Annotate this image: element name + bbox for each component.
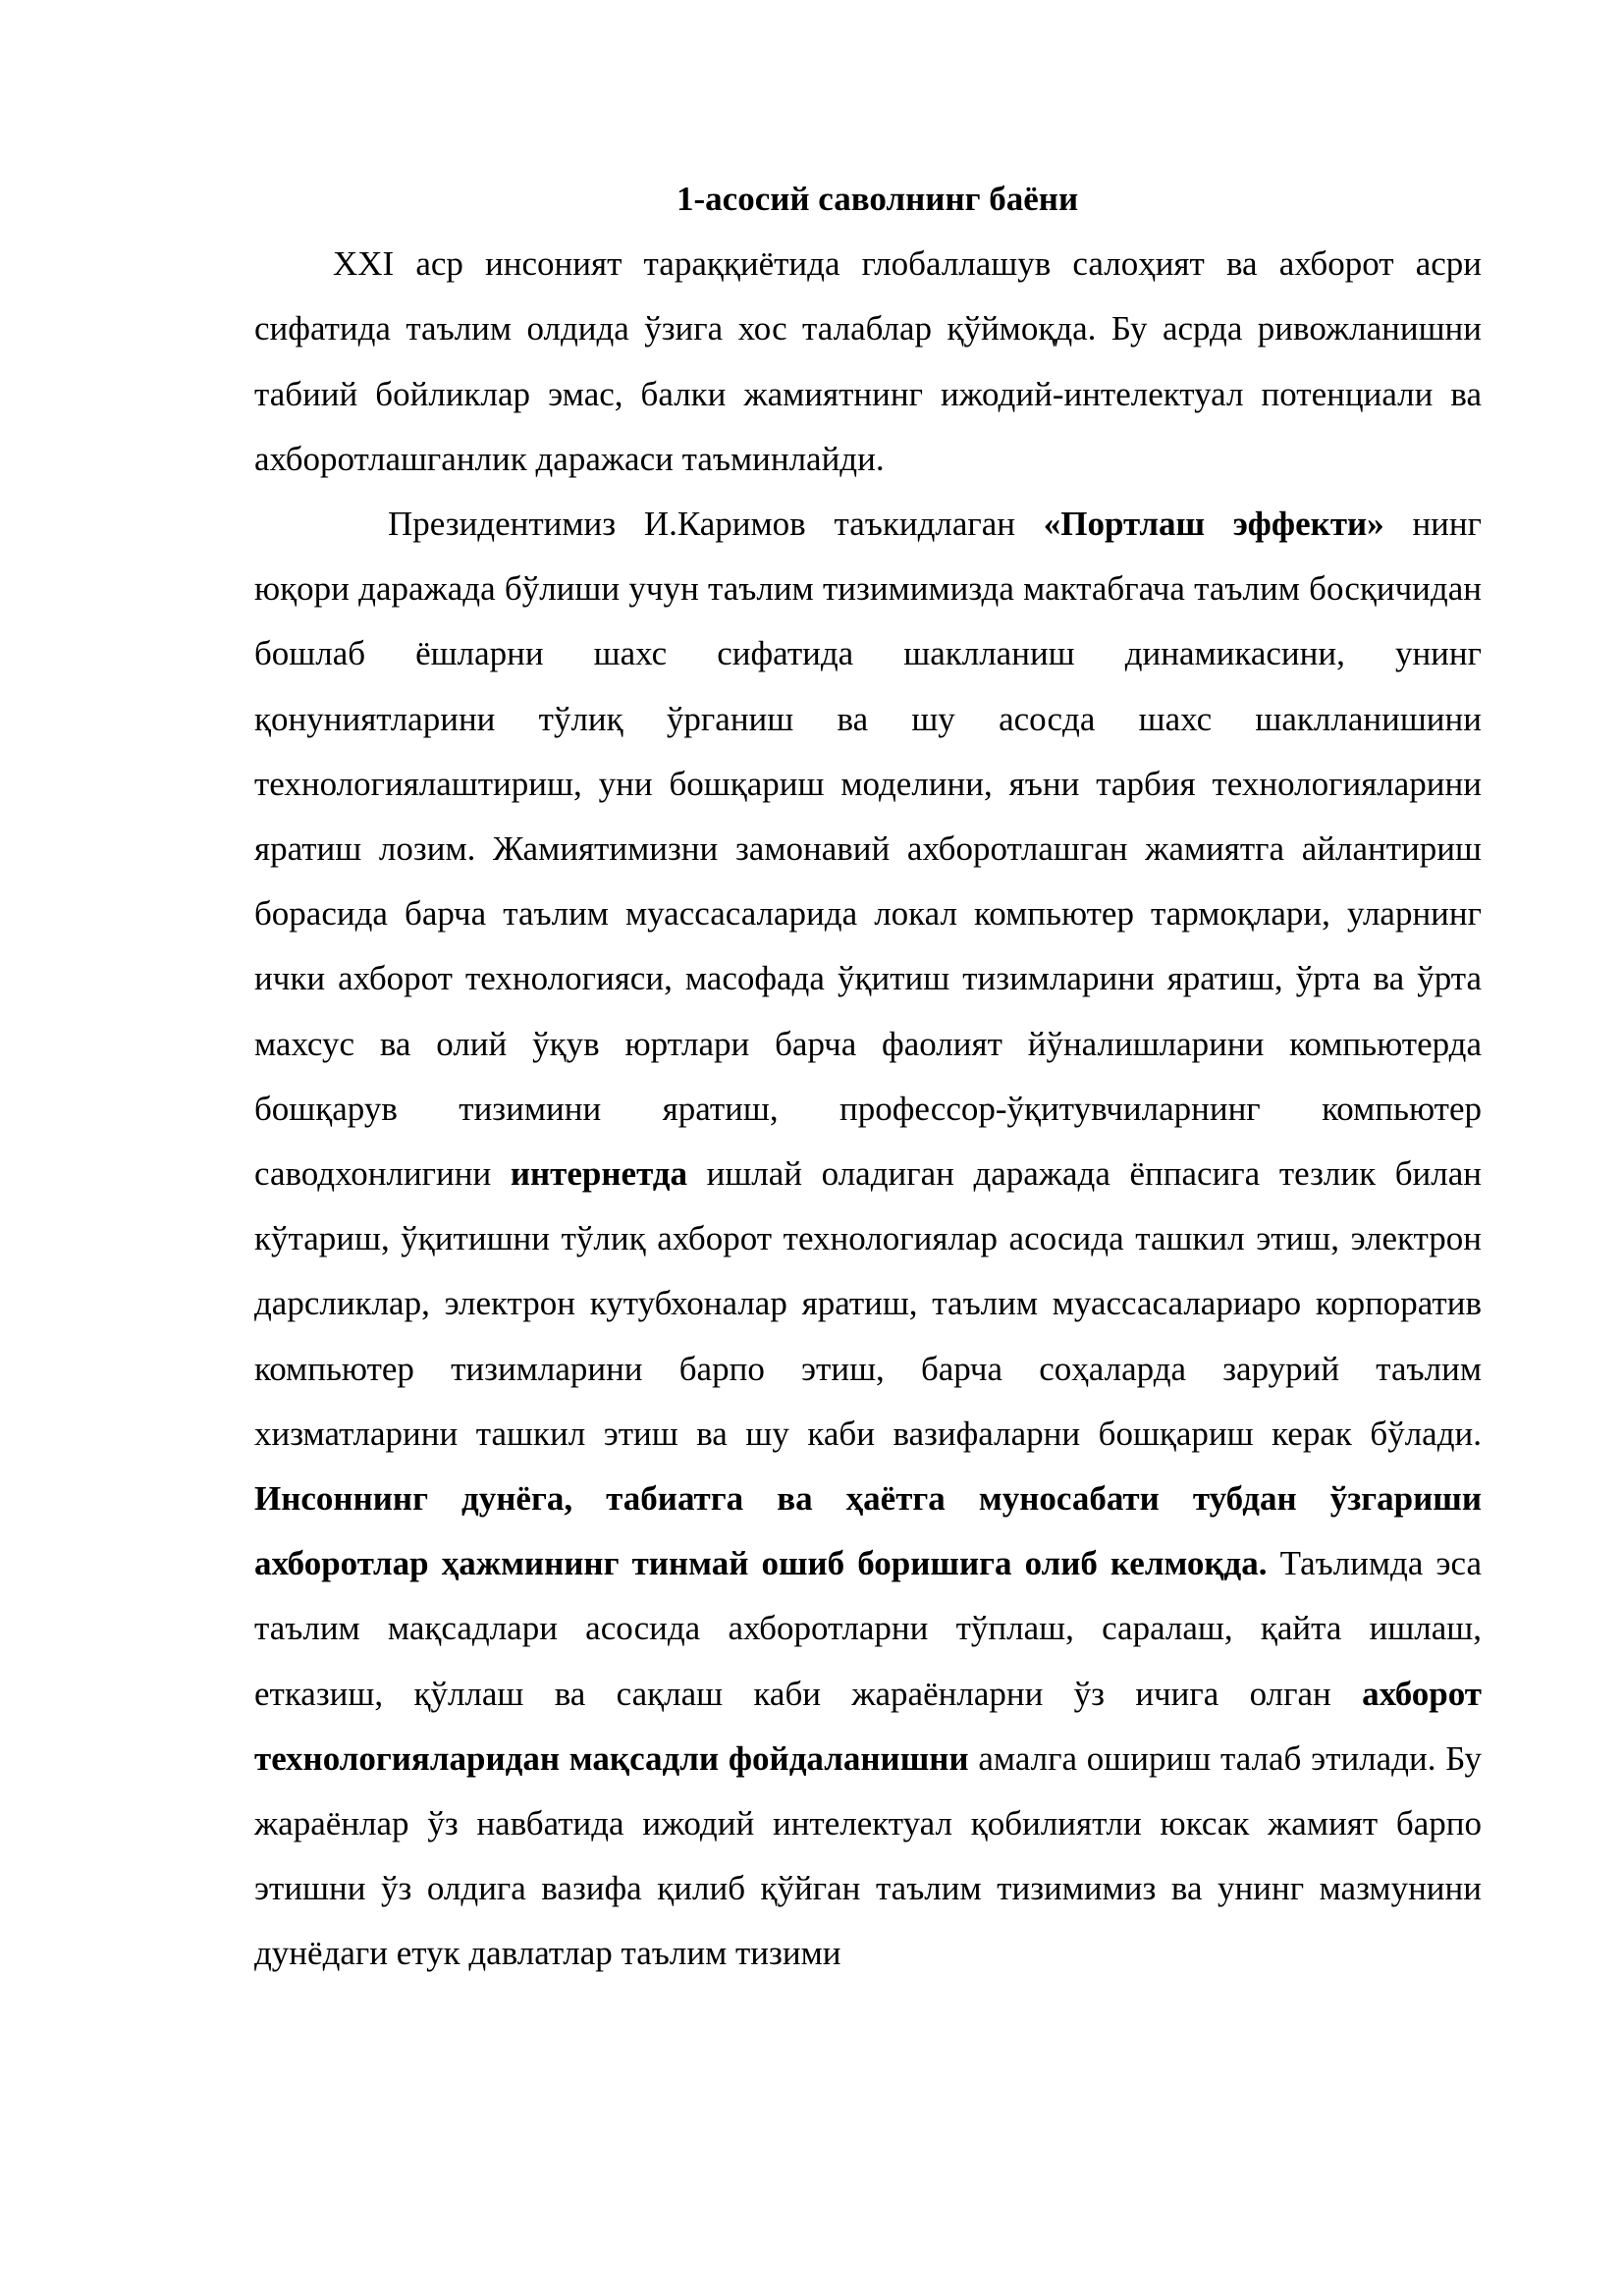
paragraph-2-text-4: Таълимда эса таълим мақсадлари асосида ахборотларни тўплаш, саралаш, қайта ишлаш, етказиш, қўллаш ва сақлаш каби жараёнларни ўз ичига олган [254, 1544, 1482, 1713]
bold-phrase-axborot-texnologiyalardan: ахборот технологияларидан мақсадли фойдаланишни [254, 1674, 1482, 1778]
paragraph-2-text-5: амалга ошириш талаб этилади. Бу жараёнлар ўз навбатида ижодий интелектуал қобилиятли юксак жамият барпо этишни ўз олдига вазифа қилиб қўйган таълим тизимимиз ва унинг мазмунини дунёдаги етук давлатлар таълим тизими [254, 1738, 1482, 1973]
paragraph-2-text-1: Президентимиз И.Каримов таъкидлаган [388, 505, 1044, 544]
bold-sentence-insonning: Инсоннинг дунёга, табиатга ва ҳаётга муносабати тубдан ўзгариши ахборотлар ҳажмининг тинмай ошиб боришига олиб келмоқда. [254, 1479, 1482, 1583]
document-title: 1-асосий саволнинг баёни [677, 180, 1079, 218]
paragraph-2-text-2: нинг юқори даражада бўлиши учун таълим тизимимизда мактабгача таълим босқичидан бошлаб ёшларни шахс сифатида шаклланиш динамикасини, унинг қонуниятларини тўлиқ ўрганиш ва шу асосда шахс шаклланишини технологиялаштириш, уни бошқариш моделини, яъни тарбия технологияларини яратиш лозим. Жамиятимизни замонавий ахборотлашган жамиятга айлантириш борасида барча таълим муассасаларида локал компьютер тармоқлари, уларнинг ички ахборот технологияси, масофада ўқитиш тизимларини яратиш, ўрта ва ўрта махсус ва олий ўқув юртлари барча фаолият йўналишларини компьютерда бошқарув тизимини яратиш, профессор-ўқитувчиларнинг компьютер саводхонлигини [254, 505, 1482, 1194]
paragraph-1: XXI аср инсоният тараққиётида глобаллашув салоҳият ва ахборот асри сифатида таълим олдида ўзига хос талаблар қўймоқда. Бу асрда ривожланишни табиий бойликлар эмас, балки жамиятнинг ижодий-интелектуал потенциали ва ахборотлашганлик даражаси таъминлайди. [254, 244, 1482, 478]
bold-word-internetda: интернетда [510, 1154, 688, 1194]
document-body [254, 167, 1482, 1987]
paragraph-2 [254, 492, 1482, 1987]
paragraph-2-text-3: ишлай оладиган даражада ёппасига тезлик билан кўтариш, ўқитишни тўлиқ ахборот технологиялар асосида ташкил этиш, электрон дарсликлар, электрон кутубхоналар яратиш, таълим муассасалариаро корпоратив компьютер тизимларини барпо этиш, барча соҳаларда зарурий таълим хизматларини ташкил этиш ва шу каби вазифаларни бошқариш керак бўлади. [254, 1154, 1482, 1453]
bold-phrase-portlash-effekti: «Портлаш эффекти» [1043, 505, 1384, 544]
